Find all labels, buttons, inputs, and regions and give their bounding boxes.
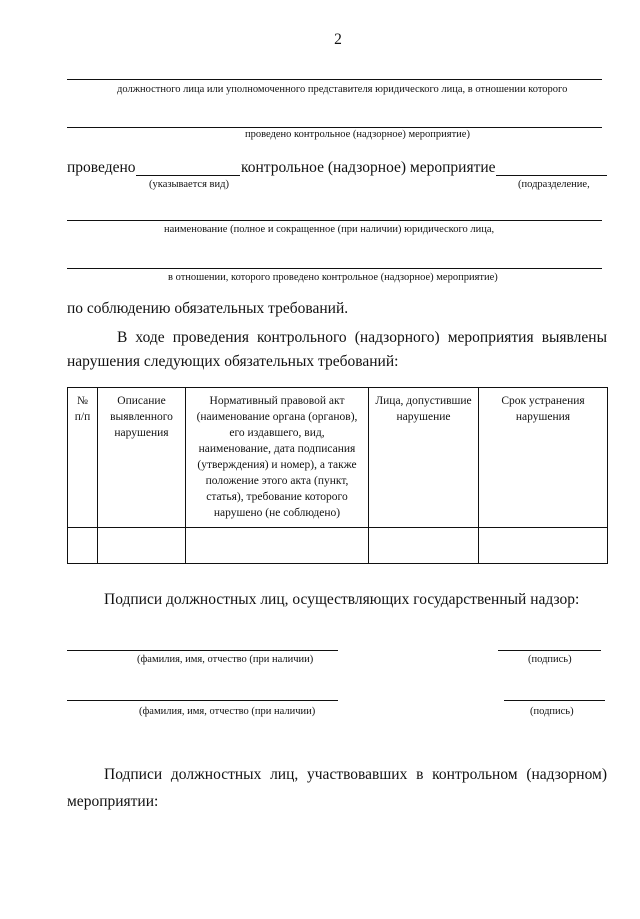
supervisor-signature-caption: (подпись) [530,706,574,717]
header-number: № п/п [68,388,98,528]
header-violators: Лица, допустившие нарушение [369,388,479,528]
table-cell [68,528,98,564]
event-type-blank [136,175,240,176]
caption-official: должностного лица или уполномоченного представителя юридического лица, в отношении которого [117,84,568,95]
supervisor-signature-caption: (подпись) [528,654,572,665]
supervisor-name-caption: (фамилия, имя, отчество (при наличии) [139,706,316,717]
supervisors-heading: Подписи должностных лиц, осуществляющих государственный надзор: [104,591,580,608]
table-cell [479,528,608,564]
violations-table [67,387,608,564]
official-fill-line [67,79,602,80]
supervisor-signature-line [498,650,601,651]
violations-intro-line2: нарушения следующих обязательных требований: [67,353,399,370]
participants-heading-line2: мероприятии: [67,793,159,810]
caption-conducted: проведено контрольное (надзорное) мероприятие) [245,129,470,140]
caption-entity-name: наименование (полное и сокращенное (при наличии) юридического лица, [164,224,495,235]
header-legal-act: Нормативный правовой акт (наименование органа (органов), его издавшего, вид, наименование, дата подписания (утверждения) и номер), а также положение этого акта (пункт, статья), требование которого нарушено (не соблюдено) [186,388,369,528]
division-blank [496,175,607,176]
violations-intro-line1: В ходе проведения контрольного (надзорного) мероприятия выявлены [117,329,607,346]
caption-entity-relation: в отношении, которого проведено контрольное (надзорное) мероприятие) [168,272,498,283]
supervisor-name-line [67,650,338,651]
table-cell [98,528,186,564]
conducted-label: проведено [67,159,136,176]
supervisor-name-caption: (фамилия, имя, отчество (при наличии) [137,654,314,665]
supervisor-signature-line [504,700,605,701]
event-label: контрольное (надзорное) мероприятие [241,159,496,176]
table-header-row [68,388,608,528]
caption-type: (указывается вид) [149,179,229,190]
page-number: 2 [334,31,342,48]
participants-heading-line1: Подписи должностных лиц, участвовавших в контрольном (надзорном) [104,766,607,783]
table-row [68,528,608,564]
table-cell [186,528,369,564]
entity-relation-fill-line [67,268,602,269]
compliance-text: по соблюдению обязательных требований. [67,300,349,317]
table-cell [369,528,479,564]
supervisor-name-line [67,700,338,701]
entity-name-fill-line [67,220,602,221]
conducted-fill-line [67,127,602,128]
caption-division: (подразделение, [518,179,590,190]
header-description: Описание выявленного нарушения [98,388,186,528]
header-deadline: Срок устранения нарушения [479,388,608,528]
